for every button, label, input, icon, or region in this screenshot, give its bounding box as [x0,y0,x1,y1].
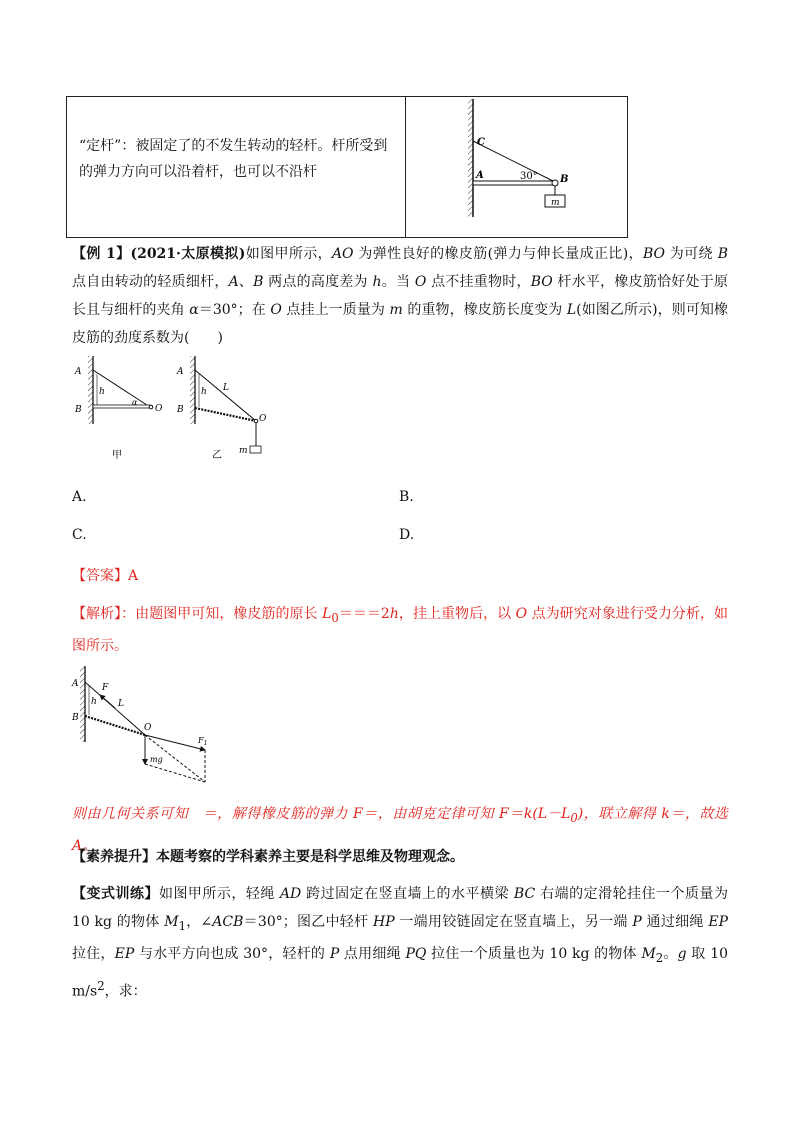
option-c: C. [72,527,87,543]
text-run: 为弹性良好的橡皮筋(弹力与伸长量成正比)， [353,246,643,262]
var: ACB [212,914,244,930]
rod-bo [195,408,256,421]
answer-line [72,562,728,590]
wall-hatch [88,356,93,424]
var: EP [114,945,135,962]
var: h [389,606,399,622]
text-run: 、 [238,274,254,290]
var: O [414,274,427,290]
label-m: m [239,446,248,456]
literacy-note [72,843,728,871]
var: L [322,606,332,622]
text-run: ＝，故选 A。 [72,806,729,854]
hinge-b [552,180,558,186]
answer-tag: 【答案】 [72,568,128,584]
label-m: m [551,198,560,208]
label-a: A [72,679,79,689]
var: m [389,302,403,318]
variant-question [72,880,728,1005]
text-run: 为可绕 [664,246,718,262]
var: B [253,274,264,290]
text-run: 的重物，橡皮筋长度变为 [402,302,567,318]
subscript: 0 [570,810,578,825]
var: g [677,945,687,962]
text-run: 点自由转动的轻质细杆， [72,274,229,290]
text-run: 则由几何关系可知 ＝，解得橡皮筋的弹力 [72,806,354,822]
var: α [189,302,199,318]
var: L [561,806,571,822]
text-run: － [547,806,562,822]
example-question [72,240,728,352]
label-b: B [560,174,569,185]
var: M [164,914,179,930]
var: O [270,302,282,318]
text-run: 由题图甲可知，橡皮筋的原长 [135,606,323,622]
analysis-tag: 【解析】： [72,606,136,622]
caption-yi: 乙 [212,450,222,461]
var: L [566,302,577,318]
wall-hatch [80,666,85,742]
var: BC [513,886,536,902]
text-run: 点用细绳 [339,945,406,962]
text-run: ，∠ [185,914,213,930]
fixed-rod-diagram [406,97,628,239]
mass-box [250,446,261,453]
label-b: B [177,405,184,415]
text-run: )，联立解得 [577,806,662,822]
var: AD [279,886,302,902]
text-run: 右端的定滑轮挂住一个质量为 10 kg 的物体 [72,886,729,930]
var: k [661,806,670,822]
text-run: ＝ [508,806,524,822]
var: M [641,945,656,962]
label-c: C [477,137,485,148]
label-l: L [223,383,229,393]
text-run: ，求： [104,983,147,1000]
text-run: ＝＝＝2 [338,606,390,622]
text-run: ，挂上重物后，以 [398,606,516,622]
label-l: L [118,699,124,709]
text-run: 。 [663,945,678,962]
subscript: 1 [178,918,186,933]
label-b: B [75,405,82,415]
rod-ab [473,181,553,185]
label-b: B [72,713,79,723]
point-o [149,405,153,409]
label-h: h [201,387,207,397]
definition-text: “定杆”：被固定了的不发生转动的轻杆。杆所受到的弹力方向可以沿着杆，也可以不沿杆 [67,97,406,237]
text-run: 点不挂重物时， [426,274,531,290]
var: h [372,274,382,290]
var: BO [530,274,553,290]
var: HP [373,914,395,930]
var: BO [642,246,665,262]
example-tag: 【例 1】 [72,246,131,262]
rubber-band-ao [85,682,145,735]
var: O [515,606,528,622]
text-run: 两点的高度差为 [263,274,373,290]
label-o: O [259,414,267,424]
text-run: 如图甲所示， [245,246,332,262]
text-run: ＝30°；图乙中轻杆 [243,914,374,930]
wall-hatch [190,356,195,424]
label-a: A [75,367,82,377]
rod-bo [93,405,150,408]
figure-jia [74,356,163,461]
text-run: (如图乙所示)，则可知橡皮筋的劲度系数为( ) [72,302,729,346]
literacy-text: 本题考察的学科素养主要是科学思维及物理观念。 [156,849,464,865]
subscript: 2 [655,950,664,965]
label-a: A [177,367,184,377]
var: F [499,806,509,822]
label-f: F [102,683,109,693]
figures-jia-yi [70,352,280,464]
f1-sub: 1 [203,740,208,747]
variant-tag: 【变式训练】 [72,886,159,902]
text-run: 。当 [381,274,415,290]
text-run: ＝30°；在 [198,302,271,318]
option-d: D. [399,527,415,543]
answer-value: A [128,568,139,584]
label-h: h [99,387,105,397]
var: F [353,806,363,822]
analysis [72,600,728,660]
text-run: 点挂上一质量为 [281,302,390,318]
point-o [254,419,258,423]
label-f1 [197,736,207,747]
text-run: 一端用铰链固定在竖直墙上，另一端 [394,914,633,930]
var: L [537,806,548,822]
label-angle: 30° [520,171,538,182]
var: AO [331,246,354,262]
label-o: O [155,404,163,414]
text-run: 取 10 m/s [72,945,729,1000]
var: k [523,806,533,822]
var: A [228,274,239,290]
subscript: 0 [331,610,339,625]
var: EP [708,914,728,930]
label-a: A [476,170,484,181]
force-f-arrow [100,695,115,708]
force-diagram [70,664,220,786]
option-a: A. [72,489,87,505]
text-run: 拉住， [72,945,115,962]
text-run: 通过细绳 [641,914,709,930]
rope-cb [473,141,553,181]
caption-jia: 甲 [112,450,122,461]
var: P [632,914,642,930]
text-run: 拉住一个质量也为 10 kg 的物体 [426,945,642,962]
superscript: 2 [97,978,105,993]
label-alpha: α [132,398,138,407]
text-run: ＝，由胡克定律可知 [362,806,500,822]
var: B [717,246,729,262]
text-run: ( [532,806,538,822]
label-o: O [144,723,152,733]
text-run: 与水平方向也成 30°，轻杆的 [134,945,330,962]
dashed-parallel-1 [145,764,205,782]
text-run: 杆水平，橡皮筋恰好处于原长且与细杆的夹角 [72,274,729,318]
example-source: (2021·太原模拟) [130,246,246,262]
var: P [329,945,340,962]
f1-main: F [198,736,204,745]
rod-bo [85,716,145,735]
text-run: 跨过固定在竖直墙上的水平横梁 [301,886,514,902]
text-run: 如图甲所示，轻绳 [158,886,280,902]
option-b: B. [399,489,414,505]
definition-table [66,96,628,238]
literacy-tag: 【素养提升】 [72,849,156,865]
label-mg: mg [150,755,163,764]
text-run: 点为研究对象进行受力分析，如图所示。 [72,606,729,654]
var: PQ [405,945,427,962]
figure-yi [176,356,267,461]
definition-figure [406,97,627,237]
label-h: h [91,697,97,707]
